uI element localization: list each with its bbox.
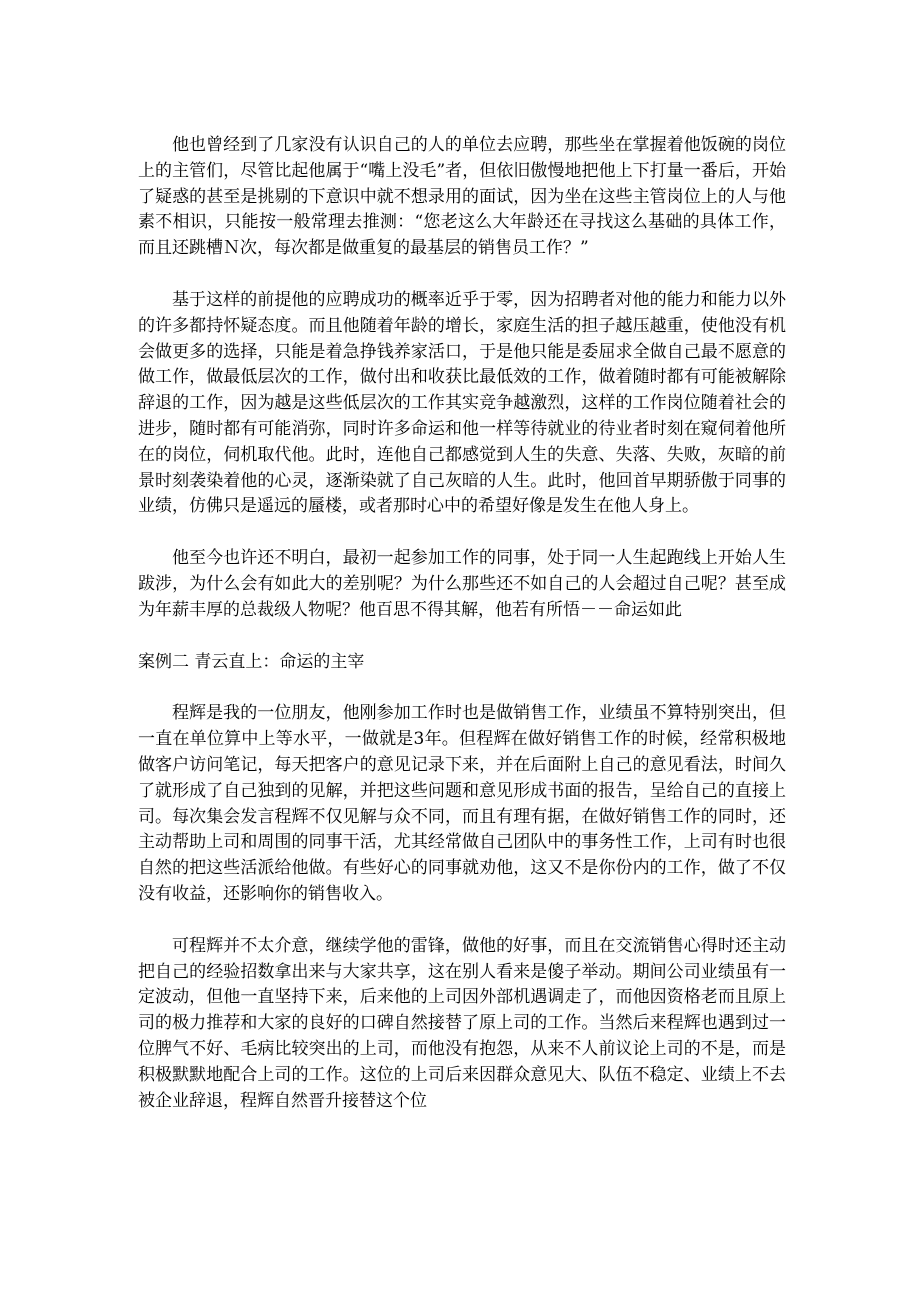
body-paragraph: 他也曾经到了几家没有认识自己的人的单位去应聘，那些坐在掌握着他饭碗的岗位上的主管们，尽管比起他属于“嘴上没毛”者，但依旧傲慢地把他上下打量一番后，开始了疑惑的甚至是挑剔的下意识中就不想录用的面试，因为坐在这些主管岗位上的人与他素不相识，只能按一般常理去推测：“您老这么大年龄还在寻找这么基础的具体工作，而且还跳槽Ｎ次，每次都是做重复的最基层的销售员工作？” <box>138 135 786 259</box>
body-paragraph: 他至今也许还不明白，最初一起参加工作的同事，处于同一人生起跑线上开始人生跋涉，为什么会有如此大的差别呢？为什么那些还不如自己的人会超过自己呢？甚至成为年薪丰厚的总裁级人物呢？他百思不得其解，他若有所悟－－命运如此 <box>138 548 786 620</box>
body-paragraph: 程辉是我的一位朋友，他刚参加工作时也是做销售工作，业绩虽不算特别突出，但一直在单位算中上等水平，一做就是3年。但程辉在做好销售工作的时候，经常积极地做客户访问笔记，每天把客户的意见记录下来，并在后面附上自己的意见看法，时间久了就形成了自己独到的见解，并把这些问题和意见形成书面的报告，呈给自己的直接上司。每次集会发言程辉不仅见解与众不同，而且有理有据，在做好销售工作的同时，还主动帮助上司和周围的同事干活，尤其经常做自己团队中的事务性工作，上司有时也很自然的把这些活派给他做。有些好心的同事就劝他，这又不是你份内的工作，做了不仅没有收益，还影响你的销售收入。 <box>138 703 786 904</box>
section-heading: 案例二 青云直上：命运的主宰 <box>138 651 365 672</box>
body-paragraph: 基于这样的前提他的应聘成功的概率近乎于零，因为招聘者对他的能力和能力以外的许多都持怀疑态度。而且他随着年龄的增长，家庭生活的担子越压越重，使他没有机会做更多的选择，只能是着急挣钱养家活口，于是他只能是委屈求全做自己最不愿意的做工作，做最低层次的工作，做付出和收获比最低效的工作，做着随时都有可能被解除辞退的工作，因为越是这些低层次的工作其实竞争越激烈，这样的工作岗位随着社会的进步，随时都有可能消弥，同时许多命运和他一样等待就业的待业者时刻在窥伺着他所在的岗位，伺机取代他。此时，连他自己都感觉到人生的失意、失落、失败，灰暗的前景时刻袭染着他的心灵，逐渐染就了自己灰暗的人生。此时，他回首早期骄傲于同事的业绩，仿佛只是遥远的蜃楼，或者那时心中的希望好像是发生在他人身上。 <box>138 289 786 517</box>
document-page <box>138 133 786 1140</box>
body-paragraph: 可程辉并不太介意，继续学他的雷锋，做他的好事，而且在交流销售心得时还主动把自己的经验招数拿出来与大家共享，这在别人看来是傻子举动。期间公司业绩虽有一定波动，但他一直坚持下来，后来他的上司因外部机遇调走了，而他因资格老而且原上司的极力推荐和大家的良好的口碑自然接替了原上司的工作。当然后来程辉也遇到过一位脾气不好、毛病比较突出的上司，而他没有抱怨，从来不人前议论上司的不是，而是积极默默地配合上司的工作。这位的上司后来因群众意见大、队伍不稳定、业绩上不去被企业辞退，程辉自然晋升接替这个位 <box>138 935 786 1111</box>
